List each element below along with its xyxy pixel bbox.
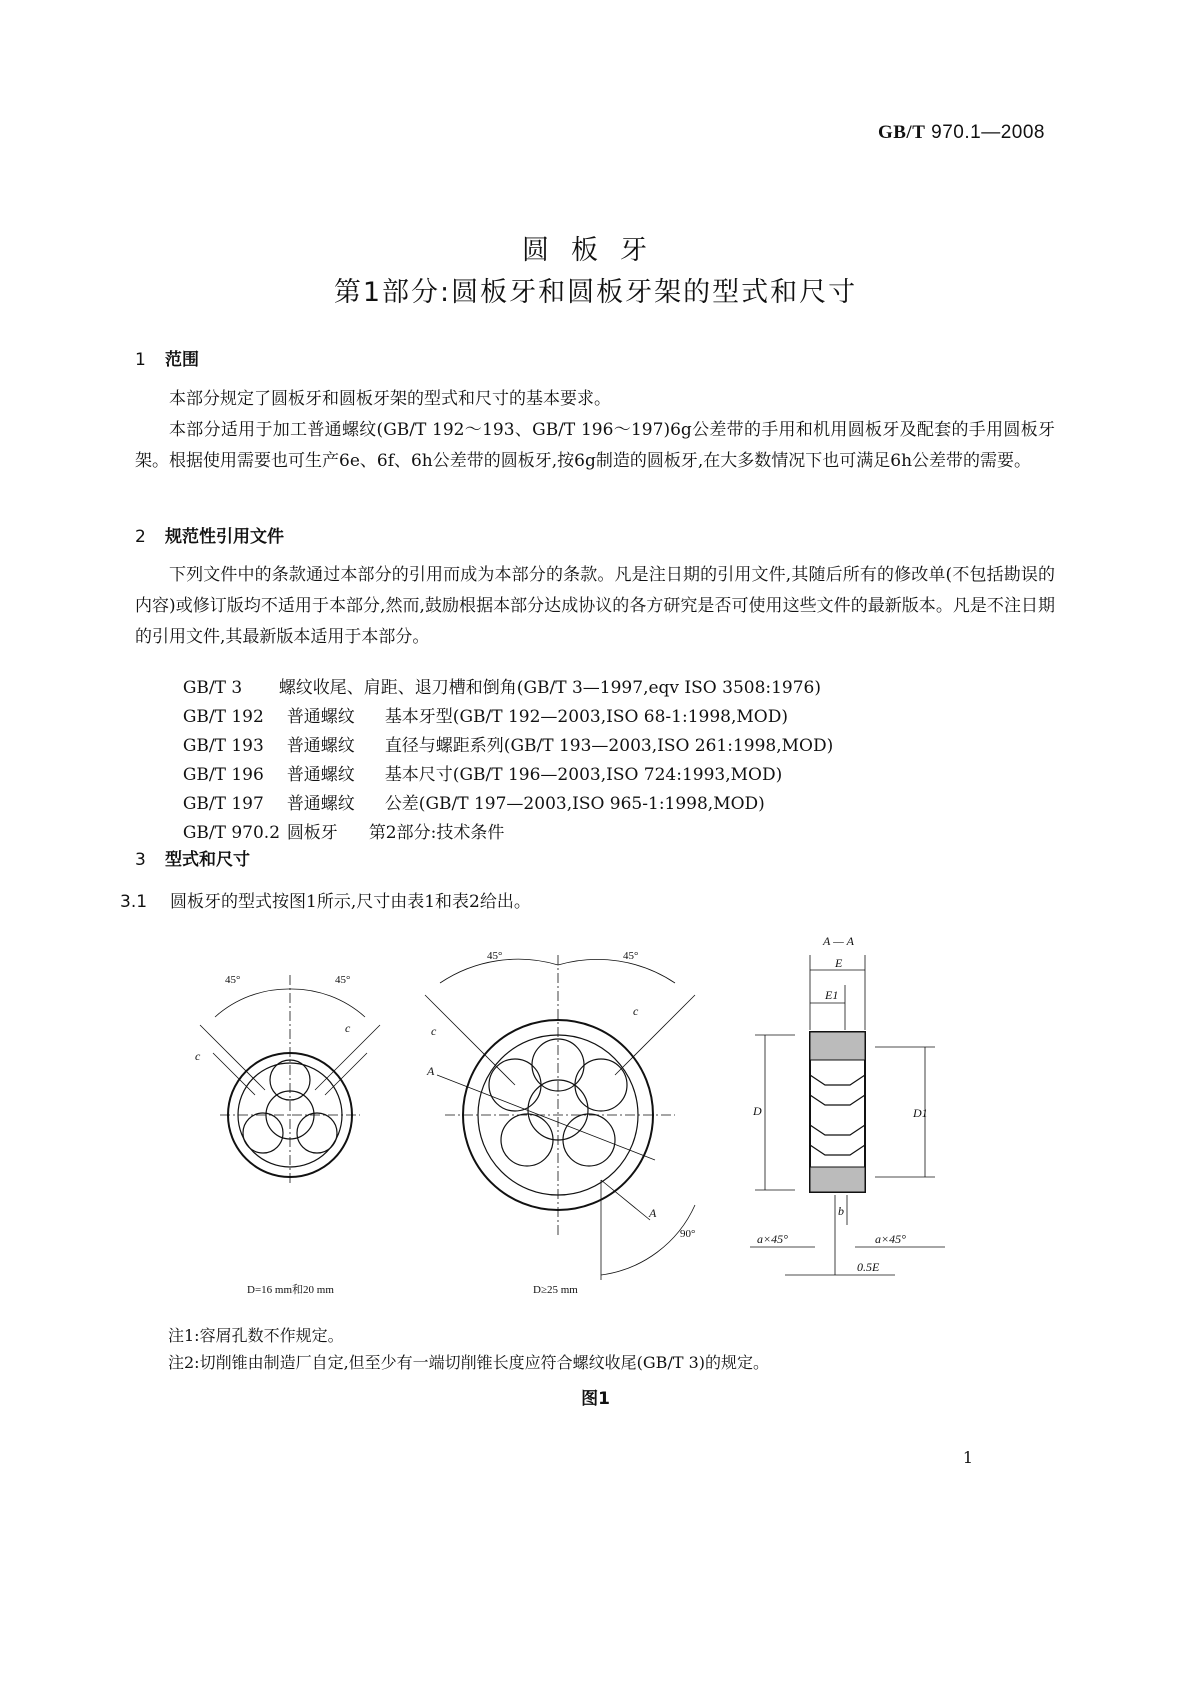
chamfer-label-right: a×45°: [875, 1232, 906, 1246]
dim-label-d: D: [753, 1104, 762, 1118]
scope-paragraphs: [135, 384, 1055, 477]
clause-number: 3.1: [120, 892, 148, 912]
section-number: 3: [135, 850, 146, 870]
document-title: 圆板牙: [522, 235, 669, 266]
dim-label-d1: D1: [913, 1106, 928, 1120]
page-number: 1: [962, 1448, 973, 1467]
figure-label: 图1: [581, 1389, 610, 1409]
reference-code: GB/T 970.2: [182, 823, 281, 843]
reference-desc: 直径与螺距系列(GB/T 193—2003,ISO 261:1998,MOD): [384, 736, 834, 756]
section-heading-3: [135, 845, 250, 870]
refs-intro: [135, 560, 1055, 653]
section-heading-1: [135, 345, 199, 370]
dim-label-05e: 0.5E: [857, 1260, 880, 1274]
refs-intro-paragraph: 下列文件中的条款通过本部分的引用而成为本部分的条款。凡是注日期的引用文件,其随后所有的修改单(不包括勘误的内容)或修订版均不适用于本部分,然而,鼓励根据本部分达成协议的各方研究是否可使用这些文件的最新版本。凡是不注日期的引用文件,其最新版本适用于本部分。: [135, 565, 1055, 647]
figure-1-drawing: [175, 935, 965, 1315]
reference-code: GB/T 196: [182, 765, 264, 785]
chamfer-label-left: a×45°: [757, 1232, 788, 1246]
chamfer-label-c-left: c: [195, 1049, 201, 1063]
angle-label-45-mid-right: 45°: [623, 950, 639, 962]
section-number: 1: [135, 350, 146, 370]
angle-label-90: 90°: [680, 1228, 696, 1240]
section-mark-a-bottom: A: [649, 1206, 657, 1220]
standard-number: 970.1—2008: [931, 122, 1045, 143]
reference-desc: 基本牙型(GB/T 192—2003,ISO 68-1:1998,MOD): [384, 707, 788, 727]
reference-code: GB/T 193: [182, 736, 264, 756]
standard-prefix: GB/T: [877, 122, 926, 143]
reference-desc: 第2部分:技术条件: [368, 823, 505, 843]
dim-label-e: E: [835, 956, 843, 970]
small-die-view: [200, 975, 380, 1185]
standard-code: [878, 122, 1045, 144]
reference-code: GB/T 192: [182, 707, 264, 727]
section-title: 型式和尺寸: [165, 850, 250, 870]
caption-large-die: D≥25 mm: [533, 1284, 578, 1296]
section-title-aa: A — A: [823, 935, 854, 948]
figure-note-2: 注2:切削锥由制造厂自定,但至少有一端切削锥长度应符合螺纹收尾(GB/T 3)的规定。: [168, 1353, 770, 1372]
section-number: 2: [135, 527, 146, 547]
section-heading-2: [135, 522, 284, 547]
clause-text: 圆板牙的型式按图1所示,尺寸由表1和表2给出。: [170, 892, 531, 912]
scope-paragraph-2: 本部分适用于加工普通螺纹(GB/T 192～193、GB/T 196～197)6g公差带的手用和机用圆板牙及配套的手用圆板牙架。根据使用需要也可生产6e、6f、6h公差带的圆板牙,按6g制造的圆板牙,在大多数情况下也可满足6h公差带的需要。: [135, 420, 1055, 471]
reference-code: GB/T 3: [182, 678, 243, 698]
reference-category: 普通螺纹: [286, 794, 355, 814]
reference-desc: 基本尺寸(GB/T 196—2003,ISO 724:1993,MOD): [384, 765, 783, 785]
reference-category: 普通螺纹: [286, 765, 355, 785]
figure-note-1: 注1:容屑孔数不作规定。: [168, 1326, 344, 1345]
clause-3-1: [120, 887, 531, 912]
section-title: 规范性引用文件: [165, 527, 284, 547]
reference-row: [172, 798, 504, 843]
dim-label-e1: E1: [825, 988, 839, 1002]
reference-category: 圆板牙: [286, 823, 338, 843]
angle-label-45-right: 45°: [335, 974, 351, 986]
reference-category: 普通螺纹: [286, 736, 355, 756]
chamfer-label-c-mid-left: c: [431, 1024, 437, 1038]
dim-label-b: b: [838, 1204, 844, 1218]
angle-label-45-mid-left: 45°: [487, 950, 503, 962]
angle-label-45-left: 45°: [225, 974, 241, 986]
caption-small-die: D=16 mm和20 mm: [247, 1284, 334, 1296]
reference-code: GB/T 197: [182, 794, 264, 814]
reference-desc: 公差(GB/T 197—2003,ISO 965-1:1998,MOD): [384, 794, 765, 814]
scope-paragraph-1: 本部分规定了圆板牙和圆板牙架的型式和尺寸的基本要求。: [169, 389, 611, 409]
document-subtitle: 第1部分:圆板牙和圆板牙架的型式和尺寸: [333, 277, 858, 308]
reference-desc: 螺纹收尾、肩距、退刀槽和倒角(GB/T 3—1997,eqv ISO 3508:1976): [278, 678, 822, 698]
section-title: 范围: [165, 350, 199, 370]
chamfer-label-c-mid-right: c: [633, 1004, 639, 1018]
section-mark-a-top: A: [427, 1064, 435, 1078]
large-die-view: [425, 955, 695, 1280]
chamfer-label-c-right: c: [345, 1021, 351, 1035]
reference-category: 普通螺纹: [286, 707, 355, 727]
